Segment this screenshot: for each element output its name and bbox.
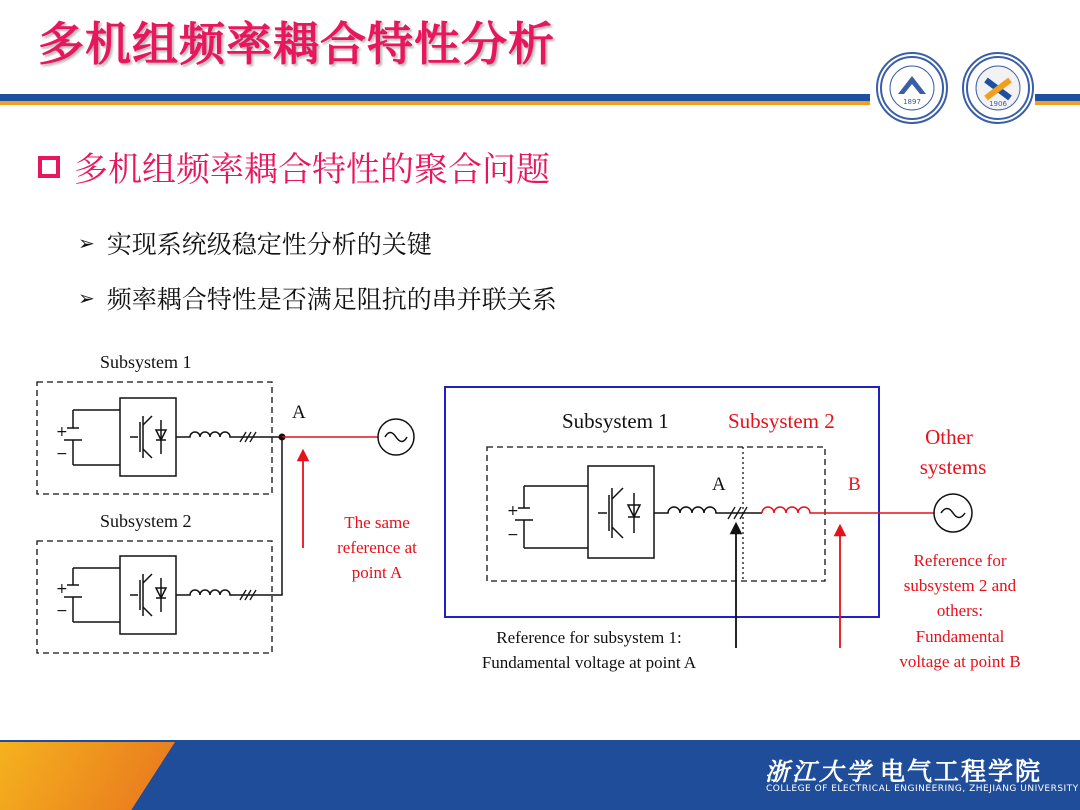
right-subsystem1-label: Subsystem 1	[562, 409, 669, 433]
minus-sign: −	[56, 446, 68, 462]
slide-title: 多机组频率耦合特性分析	[38, 17, 555, 71]
battery-icon	[515, 486, 588, 548]
arrow-bullet-icon: ➢	[78, 286, 95, 310]
converter-icon	[120, 556, 176, 634]
inductor-icon	[176, 432, 282, 437]
battery-icon	[64, 410, 120, 465]
logo-year-right: 1906	[989, 100, 1007, 108]
footer-university-name: 浙江大学	[765, 757, 873, 786]
arrow-bullet-icon: ➢	[78, 231, 95, 255]
ref1-line: Fundamental voltage at point A	[481, 653, 697, 672]
footer-college-name: 电气工程学院	[880, 757, 1043, 786]
battery-icon	[64, 568, 120, 622]
right-point-a-label: A	[712, 474, 726, 495]
other-systems-label: systems	[919, 455, 987, 479]
converter-icon	[588, 466, 654, 558]
red-inductor-icon	[762, 507, 934, 513]
left-annotation-line: The same	[344, 513, 410, 532]
left-point-a-label: A	[292, 402, 306, 423]
ref2-line: Fundamental	[915, 627, 1005, 646]
footer-college-english: COLLEGE OF ELECTRICAL ENGINEERING, ZHEJIANG UNIVERSITY	[766, 784, 1079, 794]
logo-year-left: 1897	[903, 98, 921, 106]
other-systems-label: Other	[925, 425, 973, 449]
bullet-text: 实现系统级稳定性分析的关键	[106, 230, 432, 259]
svg-text:−: −	[56, 603, 68, 619]
right-point-b-label: B	[848, 474, 861, 495]
ref2-line: Reference for	[913, 551, 1007, 570]
inductor-icon	[176, 437, 282, 595]
svg-text:−: −	[507, 527, 519, 543]
left-subsystem1-label: Subsystem 1	[100, 352, 192, 372]
ref2-line: voltage at point B	[899, 652, 1021, 671]
left-annotation-line: point A	[351, 563, 403, 582]
left-annotation-line: reference at	[337, 538, 417, 557]
three-phase-mark-icon	[240, 432, 256, 442]
converter-icon	[120, 398, 176, 476]
bullet-text: 频率耦合特性是否满足阻抗的串并联关系	[106, 285, 557, 314]
svg-text:+: +	[56, 581, 68, 597]
right-subsystem2-label: Subsystem 2	[728, 409, 835, 433]
ref2-line: others:	[936, 601, 984, 620]
inner-dashed-box	[487, 447, 825, 581]
ref1-line: Reference for subsystem 1:	[496, 628, 682, 647]
section-title: 多机组频率耦合特性的聚合问题	[74, 150, 550, 190]
left-subsystem1-box	[37, 382, 272, 494]
ref2-line: subsystem 2 and	[903, 576, 1017, 595]
svg-text:+: +	[507, 503, 519, 519]
left-subsystem2-label: Subsystem 2	[100, 511, 192, 531]
plus-sign: +	[56, 424, 68, 440]
